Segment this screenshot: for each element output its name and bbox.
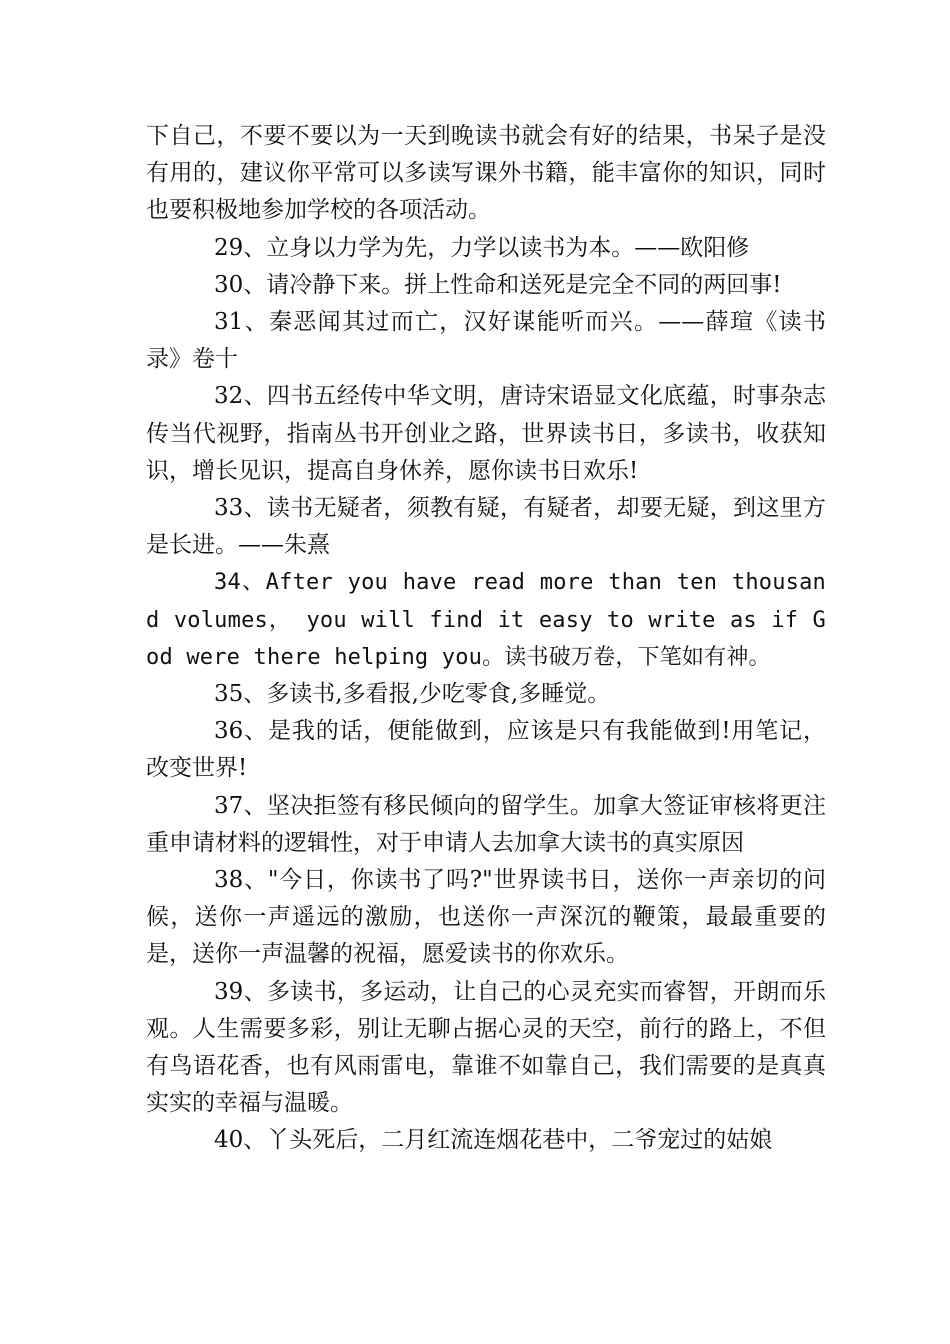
quote-item-32: 32、四书五经传中华文明，唐诗宋语显文化底蕴，时事杂志传当代视野，指南丛书开创业之路，世界读书日，多读书，收获知识，增长见识，提高自身休养，愿你读书日欢乐! <box>146 383 826 484</box>
paragraph-continued: 下自己，不要不要以为一天到晚读书就会有好的结果，书呆子是没有用的，建议你平常可以多读写课外书籍，能丰富你的知识，同时也要积极地参加学校的各项活动。 <box>146 123 826 224</box>
quote-item-30: 30、请冷静下来。拼上性命和送死是完全不同的两回事! <box>214 271 782 298</box>
document-body <box>146 118 826 1160</box>
quote-item-29: 29、立身以力学为先，力学以读书为本。——欧阳修 <box>214 234 750 261</box>
quote-item-37: 37、坚决拒签有移民倾向的留学生。加拿大签证审核将更注重申请材料的逻辑性，对于申请人去加拿大读书的真实原因 <box>146 792 826 856</box>
quote-item-33: 33、读书无疑者，须教有疑，有疑者，却要无疑，到这里方是长进。——朱熹 <box>146 495 826 559</box>
quote-item-38: 38、"今日，你读书了吗?"世界读书日，送你一声亲切的问候，送你一声遥远的激励，也送你一声深沉的鞭策，最最重要的是，送你一声温馨的祝福，愿爱读书的你欢乐。 <box>146 867 826 968</box>
quote-item-39: 39、多读书，多运动，让自己的心灵充实而睿智，开朗而乐观。人生需要多彩，别让无聊占据心灵的天空，前行的路上，不但有鸟语花香，也有风雨雷电，靠谁不如靠自己，我们需要的是真真实实的幸福与温暖。 <box>146 978 826 1117</box>
quote-item-34: 34、After you have read more than ten thousand volumes， you will find it easy to write as if God were there helping you。读书破万卷，下笔如有神。 <box>146 570 826 670</box>
quote-item-40: 40、丫头死后，二月红流连烟花巷中，二爷宠过的姑娘 <box>214 1127 773 1154</box>
quote-item-35: 35、多读书,多看报,少吃零食,多睡觉。 <box>214 681 611 708</box>
quote-item-31: 31、秦恶闻其过而亡，汉好谋能听而兴。——薛瑄《读书录》卷十 <box>146 309 826 373</box>
quote-item-36: 36、是我的话，便能做到，应该是只有我能做到!用笔记，改变世界! <box>146 718 826 782</box>
